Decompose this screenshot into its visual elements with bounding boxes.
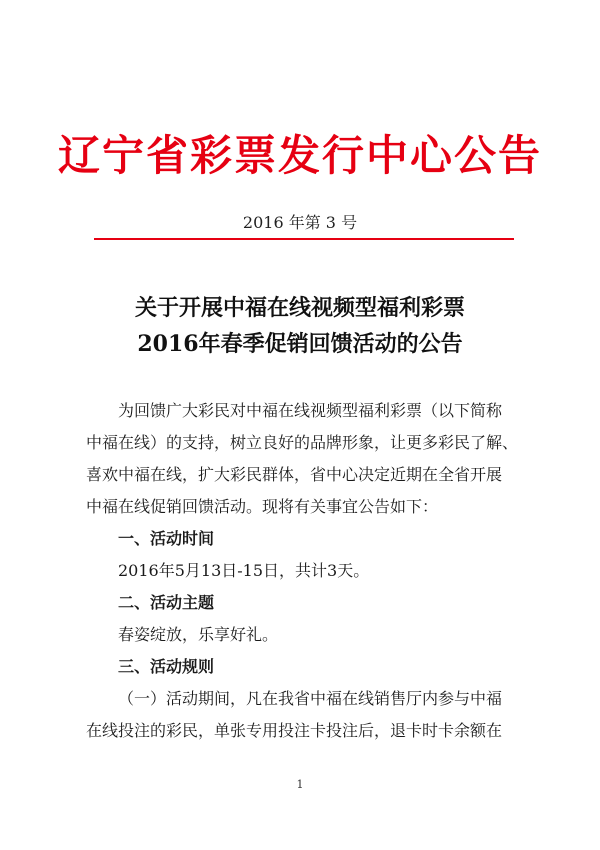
page-number: 1 <box>296 778 304 791</box>
issuer-title: 辽宁省彩票发行中心公告 <box>57 131 542 180</box>
rule-1-line-2: 在线投注的彩民，单张专用投注卡投注后，退卡时卡余额在 <box>86 721 503 740</box>
red-divider-line <box>94 238 514 240</box>
announcement-title-line-1: 关于开展中福在线视频型福利彩票 <box>134 295 465 321</box>
rule-1-line-1: （一）活动期间，凡在我省中福在线销售厅内参与中福 <box>118 689 503 708</box>
section-2-heading: 二、活动主题 <box>118 593 215 612</box>
announcement-body <box>86 395 522 747</box>
intro-line-2: 中福在线）的支持，树立良好的品牌形象，让更多彩民了解、 <box>86 433 519 452</box>
section-3-heading: 三、活动规则 <box>118 657 215 676</box>
section-2-text: 春姿绽放，乐享好礼。 <box>118 625 279 644</box>
announcement-title-line-2: 2016年春季促销回馈活动的公告 <box>137 331 463 357</box>
section-1-heading: 一、活动时间 <box>118 529 215 548</box>
document-number: 2016 年第 3 号 <box>242 213 358 232</box>
intro-line-4: 中福在线促销回馈活动。现将有关事宜公告如下： <box>86 497 439 516</box>
intro-line-3: 喜欢中福在线，扩大彩民群体，省中心决定近期在全省开展 <box>86 465 503 484</box>
announcement-title <box>0 290 600 362</box>
intro-line-1: 为回馈广大彩民对中福在线视频型福利彩票（以下简称 <box>118 401 503 420</box>
section-1-text: 2016年5月13日-15日，共计3天。 <box>118 561 370 580</box>
